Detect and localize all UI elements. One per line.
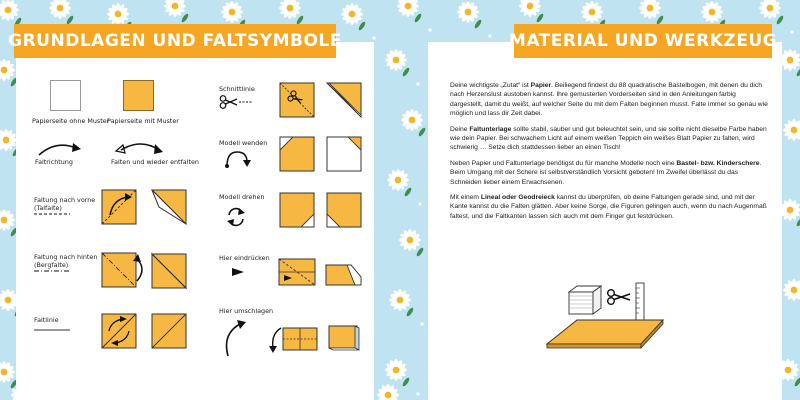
label-fold-back: Faltung nach hinten: [34, 253, 98, 261]
left-page-title: GRUNDLAGEN UND FALTSYMBOLE: [14, 24, 336, 58]
fold-line-result-icon: [151, 313, 187, 349]
mountain-fold-result-icon: [151, 253, 187, 289]
paragraph-paper: Deine wichtigste „Zutat“ ist Papier. Beiliegend findest du 88 quadratische Bastelbogen, mit denen du dich nach Herzenslust austoben kannst. Ihre gemusterten Vorderseiten sind in den Anleitungen farbig dargestellt, damit du weißt, auf welcher Seite du mit dem Falten beginnen musst. Falte immer so genau wie möglich und lass dir Zeit dabei.: [450, 82, 768, 118]
cut-line-square-icon: [279, 82, 315, 118]
folding-mat-illustration: [545, 318, 665, 350]
label-mountain-fold: (Bergfalte): [34, 261, 69, 269]
right-page-body-text: [450, 81, 770, 227]
label-paper-plain: Papierseite ohne Muster: [32, 117, 110, 125]
scissors-illustration-icon: [606, 289, 632, 305]
patterned-paper-square: [123, 80, 154, 111]
label-turn-model: Modell wenden: [219, 139, 268, 147]
press-in-after-icon: [325, 255, 363, 291]
rotate-model-after-icon: [326, 192, 362, 228]
label-fold-over: Hier umschlagen: [219, 307, 274, 315]
ruler-illustration-icon: [634, 282, 646, 322]
plain-paper-square: [50, 80, 81, 111]
label-fold-line: Faltlinie: [34, 316, 59, 324]
paragraph-scissors: Neben Papier und Faltunterlage benötigst du für manche Modelle noch eine Bastel- bzw. Kinderschere. Beim Umgang mit der Schere ist selbstverständlich Vorsicht geboten! Im Zweifel überlässt du das Schneiden lieber einem Erwachsenen.: [450, 159, 762, 186]
valley-fold-result-icon: [151, 189, 187, 225]
fold-over-after-icon: [327, 320, 361, 354]
valley-fold-square-icon: [101, 189, 137, 225]
label-fold-unfold: Falten und wieder entfalten: [111, 158, 199, 166]
fold-and-unfold-arrow-icon: [113, 140, 169, 158]
paragraph-ruler: Mit einem Lineal oder Geodreieck kannst du überprüfen, ob deine Faltungen gerade sind, und mit der Kante kannst du die Falten glätten. Aber keine Sorge, die Figuren gelingen auch, wenn du nach Augenmaß faltest, und die Faltkanten lassen sich auch mit dem Finger gut festdrücken.: [450, 194, 767, 220]
label-cut-line: Schnittlinie: [219, 85, 255, 93]
press-in-arrow-icon: [232, 267, 246, 277]
valley-fold-line-icon: [34, 212, 70, 216]
cut-line-result-icon: [326, 82, 362, 118]
press-in-before-icon: [278, 255, 318, 291]
mountain-fold-square-icon: [101, 251, 149, 289]
paragraph-folding-surface: Deine Faltunterlage sollte stabil, sauber und gut beleuchtet sein, und sie sollte nicht dieselbe Farbe haben wie dein Papier. Bei schwachem Licht auf einem weißen Teppich ein weißes Blatt Papier zu falten, wird schwierig … Setze dich stattdessen lieber an einen Tisch!: [450, 125, 767, 152]
label-paper-pattern: Papierseite mit Muster: [107, 117, 179, 125]
fold-line-square-icon: [101, 313, 137, 349]
fold-line-icon: [34, 328, 70, 332]
label-fold-front: Faltung nach vorne: [34, 196, 96, 204]
paper-stack-illustration: [565, 282, 605, 322]
rotate-arrows-icon: [225, 206, 247, 228]
right-page-title: MATERIAL UND WERKZEUG: [514, 24, 772, 58]
fold-over-arrow-icon: [222, 318, 250, 358]
fold-direction-arrow-icon: [36, 140, 84, 158]
fold-over-before-icon: [265, 320, 319, 354]
turn-model-before-icon: [279, 136, 315, 172]
label-press-in: Hier eindrücken: [219, 254, 270, 262]
label-rotate-model: Modell drehen: [219, 193, 265, 201]
mountain-fold-line-icon: [34, 269, 70, 273]
turn-over-arrow-icon: [223, 148, 251, 170]
scissors-icon: [219, 95, 253, 109]
rotate-model-before-icon: [279, 192, 315, 228]
label-valley-fold: (Talfalte): [34, 204, 62, 212]
label-fold-direction: Faltrichtung: [35, 158, 73, 166]
turn-model-after-icon: [326, 136, 362, 172]
